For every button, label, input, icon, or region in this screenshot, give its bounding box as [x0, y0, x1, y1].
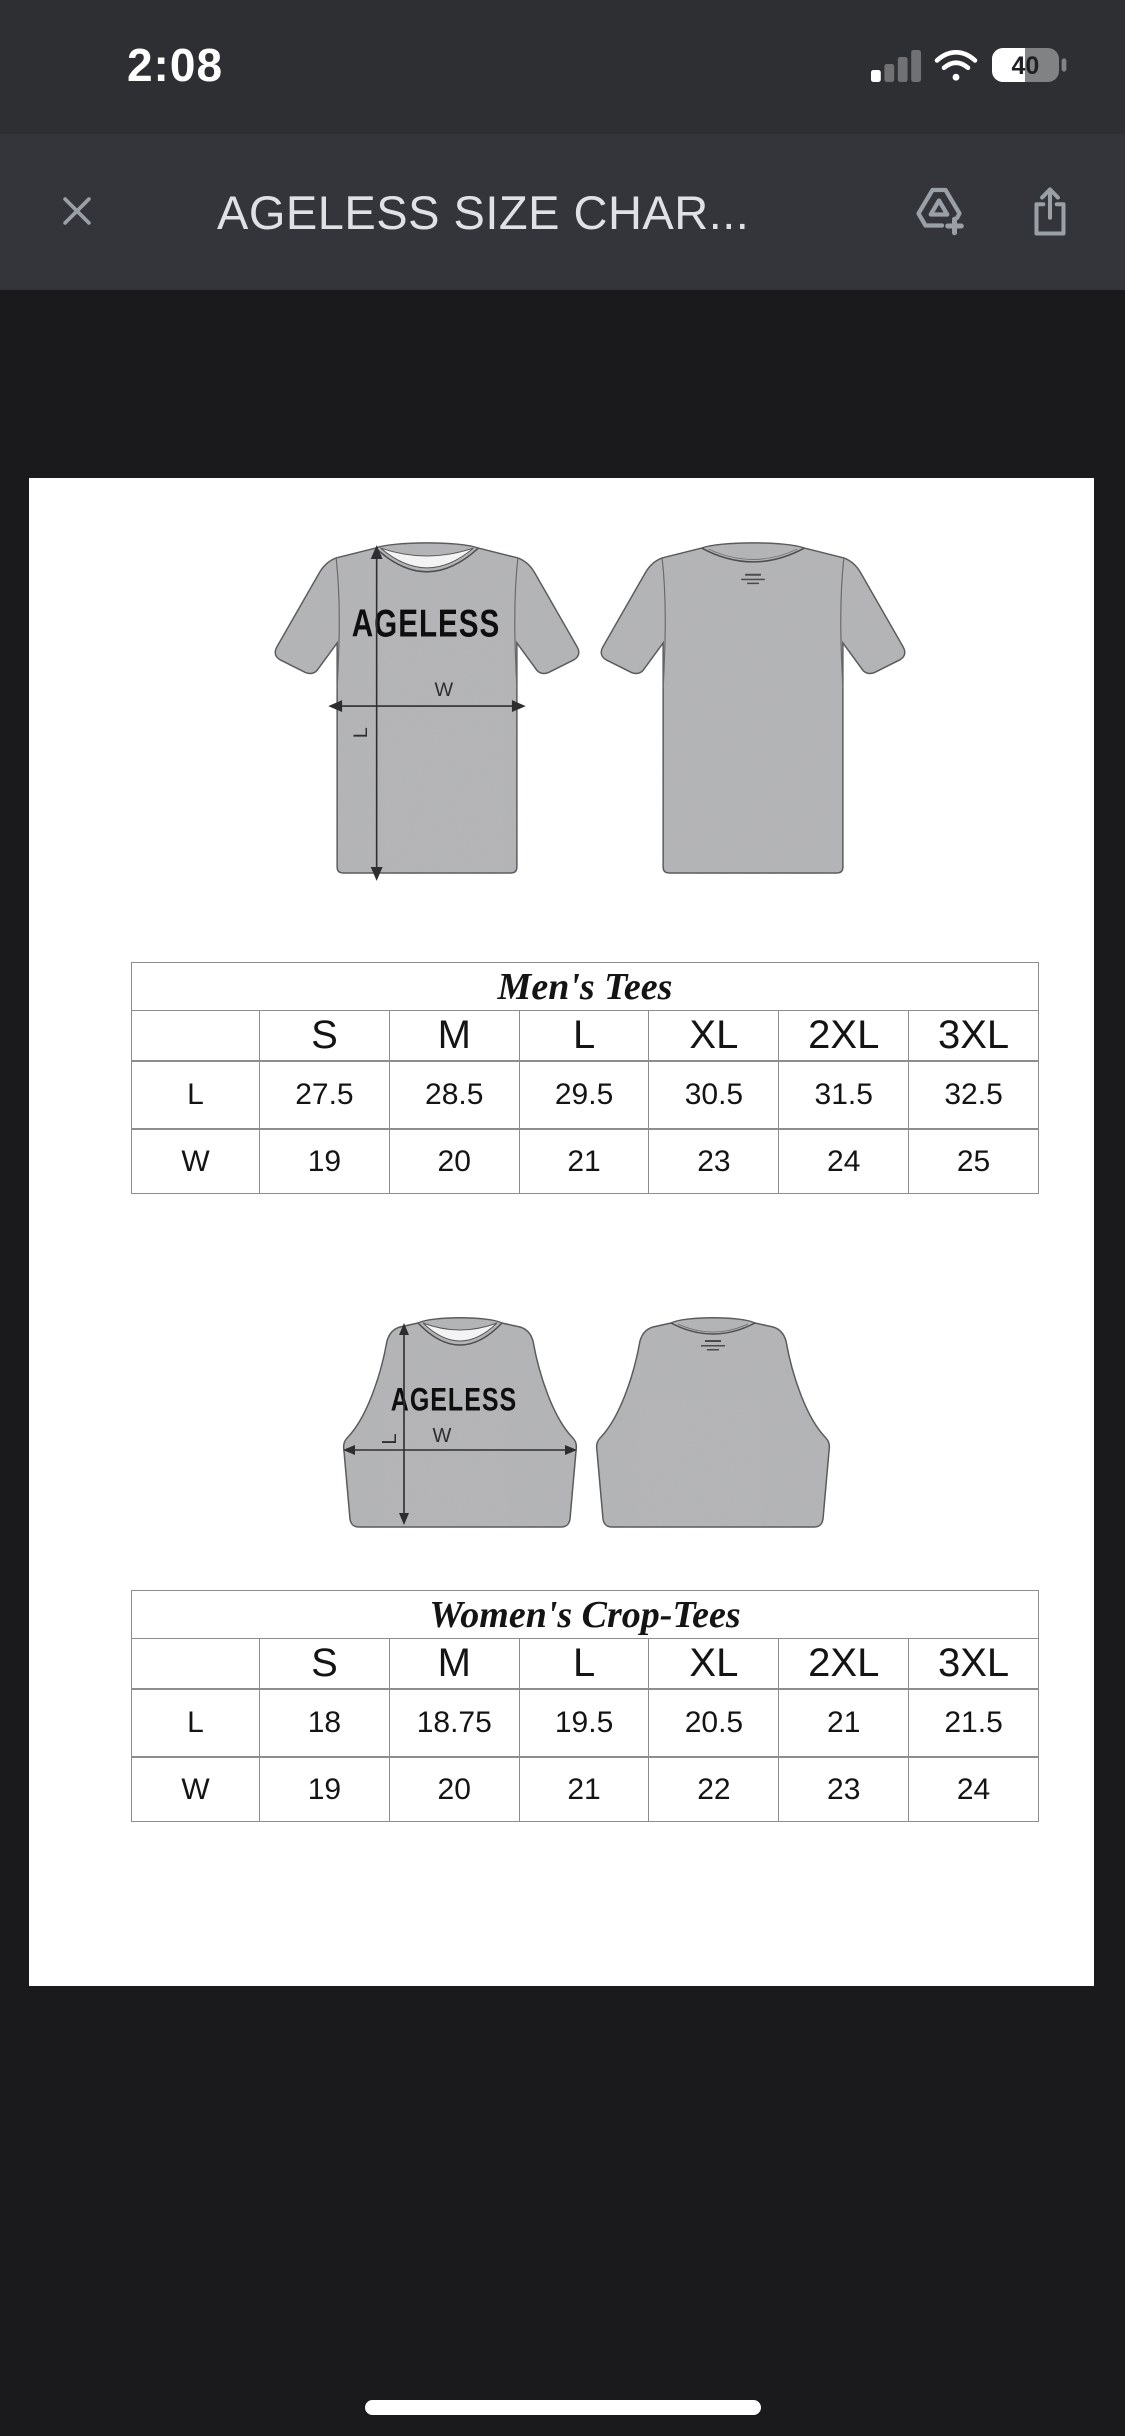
- size-column-header: 3XL: [909, 1011, 1039, 1062]
- mens-tees-figure: [58, 538, 1123, 888]
- crop-tee-back-graphic: [593, 1313, 833, 1535]
- size-value-cell: 29.5: [519, 1061, 649, 1129]
- size-value-cell: 27.5: [260, 1061, 390, 1129]
- size-column-header: XL: [649, 1011, 779, 1062]
- size-column-header: M: [389, 1011, 519, 1062]
- toolbar: [0, 134, 1125, 290]
- row-label: L: [132, 1061, 260, 1129]
- battery-icon: [991, 46, 1067, 89]
- size-value-cell: 24: [779, 1129, 909, 1194]
- size-value-cell: 19: [260, 1129, 390, 1194]
- size-column-header: 2XL: [779, 1011, 909, 1062]
- share-icon: [1023, 181, 1077, 244]
- close-button[interactable]: [52, 187, 102, 237]
- size-column-header: XL: [649, 1639, 779, 1690]
- ageless-logo-text: AGELESS: [390, 1382, 518, 1419]
- share-button[interactable]: [1023, 181, 1077, 244]
- length-label: L: [349, 727, 372, 739]
- table-title: Men's Tees: [132, 963, 1039, 1011]
- battery-percent: 40: [1011, 52, 1040, 80]
- size-value-cell: 22: [649, 1757, 779, 1822]
- row-label: W: [132, 1129, 260, 1194]
- size-value-cell: 23: [649, 1129, 779, 1194]
- size-column-header: S: [260, 1639, 390, 1690]
- row-label: W: [132, 1757, 260, 1822]
- ageless-logo-text: AGELESS: [351, 602, 500, 646]
- status-bar: [0, 0, 1125, 134]
- length-row: [132, 1689, 1039, 1757]
- size-value-cell: 30.5: [649, 1061, 779, 1129]
- size-value-cell: 21: [779, 1689, 909, 1757]
- size-header-row: [132, 1011, 1039, 1062]
- corner-cell: [132, 1011, 260, 1062]
- size-value-cell: 19.5: [519, 1689, 649, 1757]
- size-value-cell: 20.5: [649, 1689, 779, 1757]
- x-icon: [55, 189, 99, 236]
- cellular-signal-icon: [871, 48, 921, 87]
- womens-size-table: [131, 1590, 1039, 1822]
- size-value-cell: 21.5: [909, 1689, 1039, 1757]
- size-column-header: M: [389, 1639, 519, 1690]
- size-value-cell: 24: [909, 1757, 1039, 1822]
- size-value-cell: 18: [260, 1689, 390, 1757]
- size-value-cell: 32.5: [909, 1061, 1039, 1129]
- length-row: [132, 1061, 1039, 1129]
- size-column-header: 3XL: [909, 1639, 1039, 1690]
- width-label: W: [432, 1425, 452, 1447]
- size-header-row: [132, 1639, 1039, 1690]
- add-to-drive-button[interactable]: [909, 181, 969, 244]
- row-label: L: [132, 1689, 260, 1757]
- size-value-cell: 23: [779, 1757, 909, 1822]
- size-column-header: 2XL: [779, 1639, 909, 1690]
- size-value-cell: 28.5: [389, 1061, 519, 1129]
- mens-size-table: [131, 962, 1039, 1194]
- size-column-header: L: [519, 1011, 649, 1062]
- size-column-header: L: [519, 1639, 649, 1690]
- length-label: L: [379, 1433, 401, 1445]
- width-label: W: [433, 679, 453, 702]
- size-value-cell: 20: [389, 1757, 519, 1822]
- tee-front-graphic: [270, 538, 586, 888]
- status-icons: [871, 46, 1067, 89]
- wifi-icon: [933, 48, 979, 87]
- document-title: AGELESS SIZE CHAR...: [217, 185, 750, 239]
- size-column-header: S: [260, 1011, 390, 1062]
- tee-back-graphic: [596, 538, 912, 888]
- toolbar-actions: [909, 181, 1077, 244]
- width-row: [132, 1757, 1039, 1822]
- size-value-cell: 21: [519, 1757, 649, 1822]
- document-page[interactable]: [29, 478, 1094, 1986]
- table-title: Women's Crop-Tees: [132, 1591, 1039, 1639]
- size-value-cell: 25: [909, 1129, 1039, 1194]
- size-value-cell: 19: [260, 1757, 390, 1822]
- drive-add-icon: [909, 181, 969, 244]
- corner-cell: [132, 1639, 260, 1690]
- home-indicator[interactable]: [365, 2400, 761, 2415]
- width-row: [132, 1129, 1039, 1194]
- womens-crop-tees-figure: [54, 1313, 1119, 1535]
- size-value-cell: 21: [519, 1129, 649, 1194]
- size-value-cell: 20: [389, 1129, 519, 1194]
- size-value-cell: 31.5: [779, 1061, 909, 1129]
- clock: 2:08: [126, 39, 224, 91]
- size-value-cell: 18.75: [389, 1689, 519, 1757]
- crop-tee-front-graphic: [340, 1313, 580, 1535]
